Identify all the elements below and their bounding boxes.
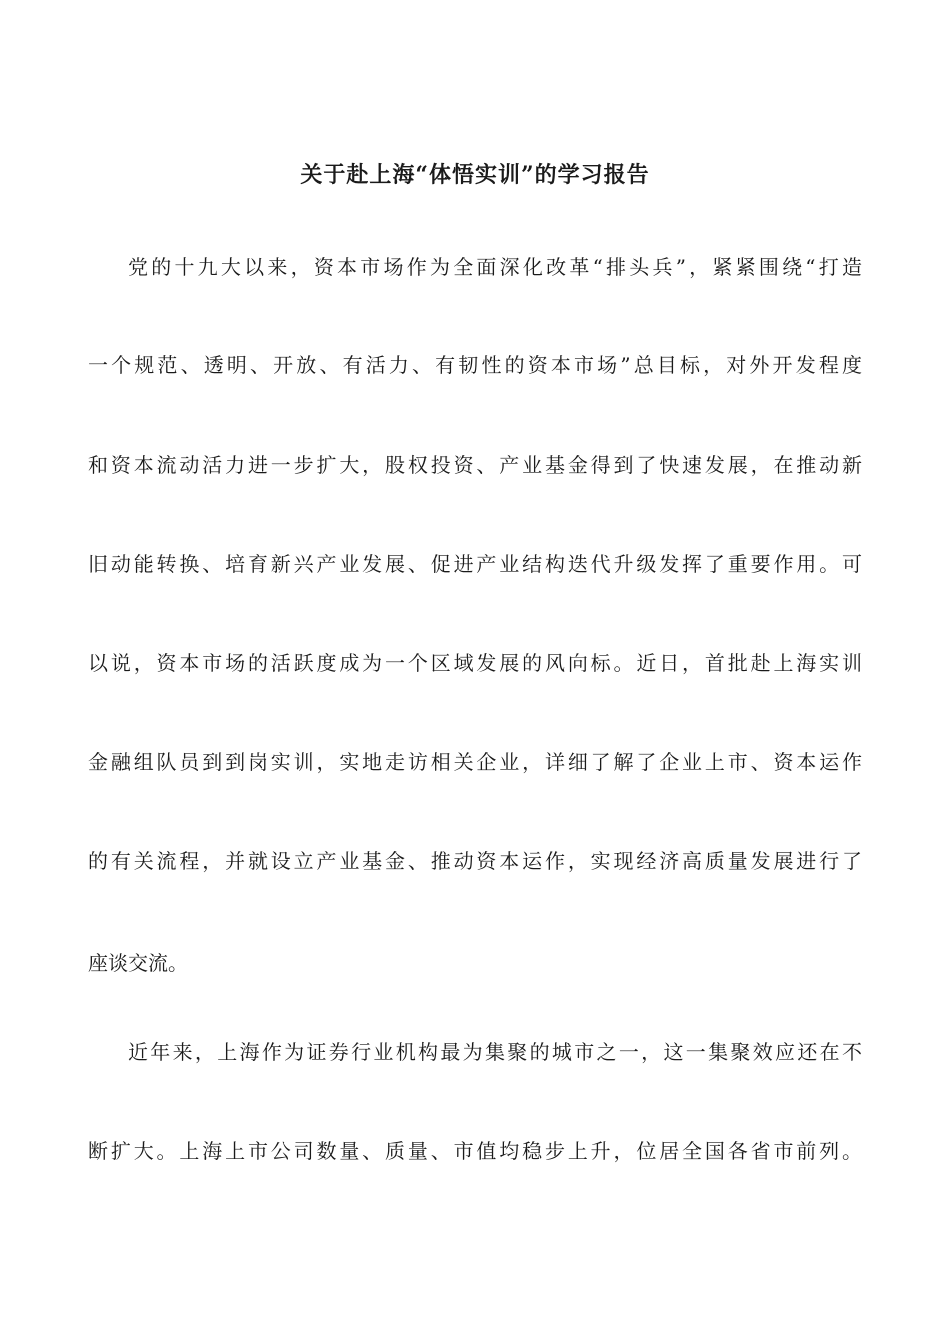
- paragraph-1-line-1: 党的十九大以来，资本市场作为全面深化改革“排头兵”，紧紧围绕“打造: [128, 255, 862, 279]
- paragraph-1-line-7: 的有关流程，并就设立产业基金、推动资本运作，实现经济高质量发展进行了: [88, 849, 862, 873]
- paragraph-1-line-8: 座谈交流。: [88, 951, 188, 975]
- paragraph-1-line-2: 一个规范、透明、开放、有活力、有韧性的资本市场”总目标，对外开发程度: [88, 353, 862, 377]
- document-title: 关于赴上海“体悟实训”的学习报告: [300, 162, 650, 188]
- paragraph-1-line-4: 旧动能转换、培育新兴产业发展、促进产业结构迭代升级发挥了重要作用。可: [88, 552, 862, 576]
- paragraph-2-line-1: 近年来，上海作为证券行业机构最为集聚的城市之一，这一集聚效应还在不: [128, 1040, 862, 1064]
- paragraph-2-line-2: 断扩大。上海上市公司数量、质量、市值均稳步上升，位居全国各省市前列。: [88, 1139, 862, 1163]
- paragraph-1-line-3: 和资本流动活力进一步扩大，股权投资、产业基金得到了快速发展，在推动新: [88, 453, 862, 477]
- paragraph-1-line-5: 以说，资本市场的活跃度成为一个区域发展的风向标。近日，首批赴上海实训: [88, 651, 862, 675]
- paragraph-1-line-6: 金融组队员到到岗实训，实地走访相关企业，详细了解了企业上市、资本运作: [88, 750, 862, 774]
